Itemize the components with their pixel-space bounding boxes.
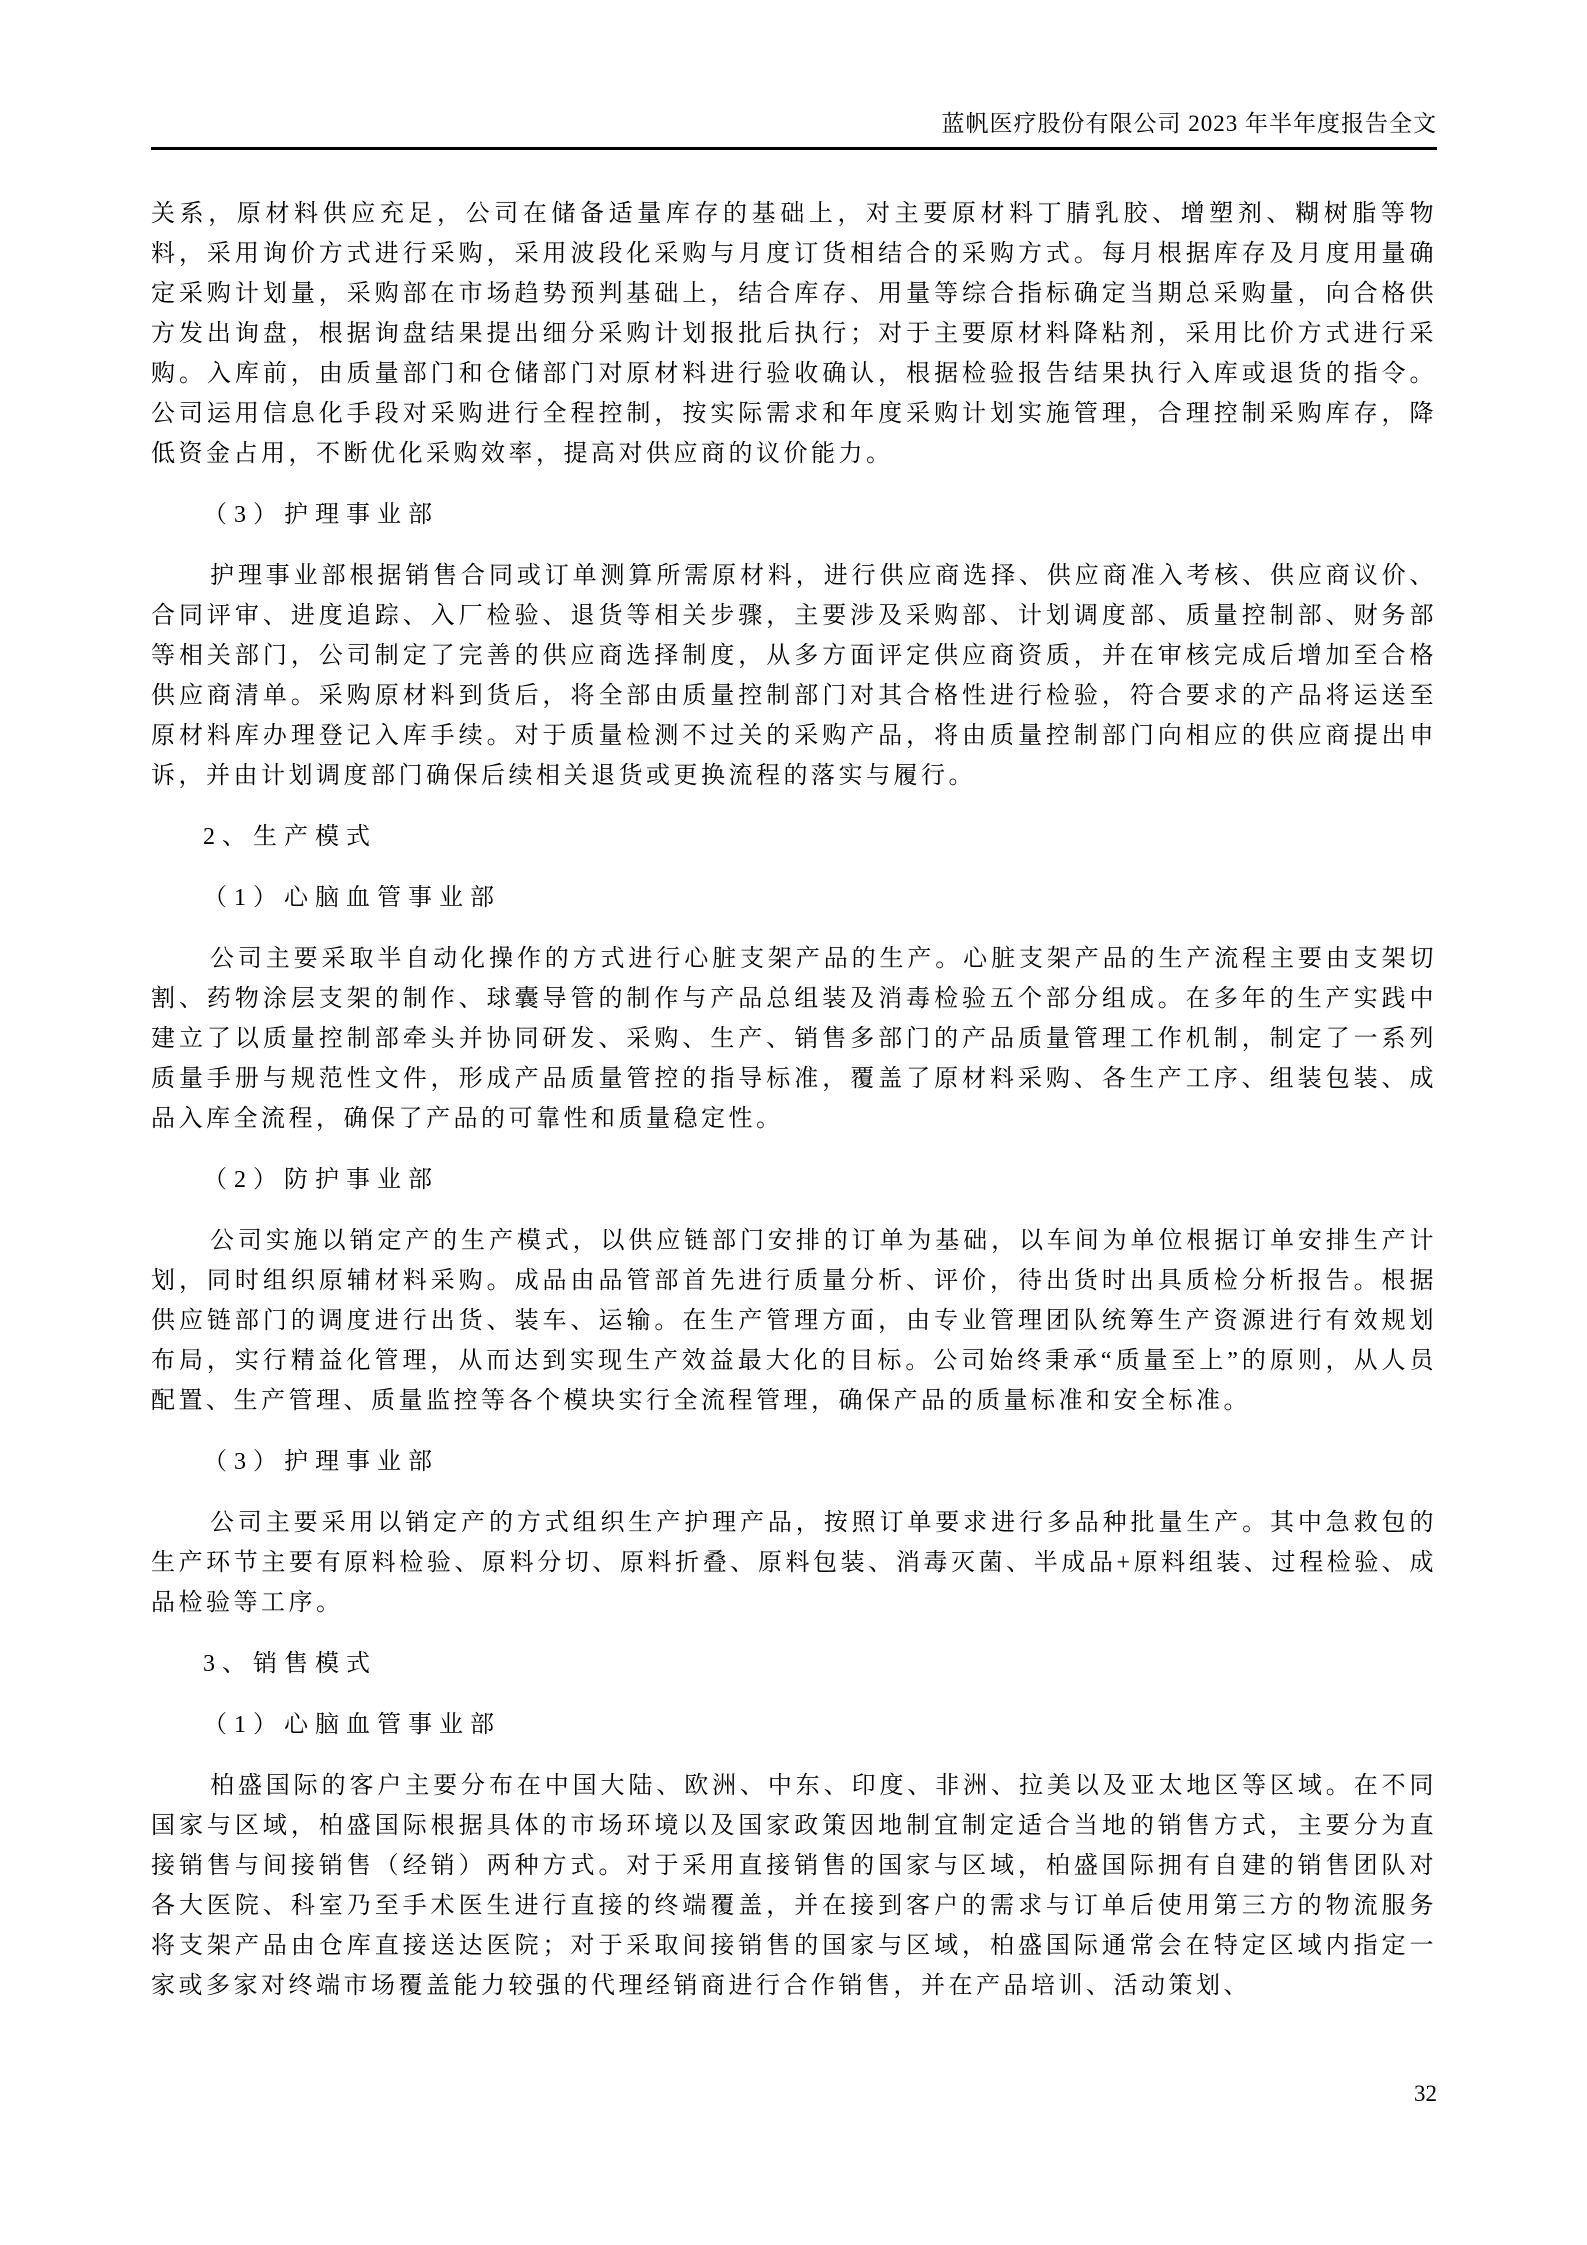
section-heading: 3、销售模式 bbox=[203, 1651, 377, 1677]
document-body bbox=[151, 194, 1437, 2006]
section-heading: （1）心脑血管事业部 bbox=[203, 885, 501, 911]
section-heading: （1）心脑血管事业部 bbox=[203, 1712, 501, 1738]
header-rule bbox=[151, 147, 1437, 150]
body-paragraph: 公司实施以销定产的生产模式，以供应链部门安排的订单为基础，以车间为单位根据订单安排生产计划，同时组织原辅材料采购。成品由品管部首先进行质量分析、评价，待出货时出具质检分析报告。根据供应链部门的调度进行出货、装车、运输。在生产管理方面，由专业管理团队统筹生产资源进行有效规划布局，实行精益化管理，从而达到实现生产效益最大化的目标。公司始终秉承“质量至上”的原则，从人员配置、生产管理、质量监控等各个模块实行全流程管理，确保产品的质量标准和安全标准。 bbox=[151, 1228, 1437, 1414]
page-number: 32 bbox=[1414, 2081, 1437, 2106]
report-header-title: 蓝帆医疗股份有限公司 2023 年半年度报告全文 bbox=[941, 111, 1437, 136]
body-paragraph: 公司主要采取半自动化操作的方式进行心脏支架产品的生产。心脏支架产品的生产流程主要由支架切割、药物涂层支架的制作、球囊导管的制作与产品总组装及消毒检验五个部分组成。在多年的生产实践中建立了以质量控制部牵头并协同研发、采购、生产、销售多部门的产品质量管理工作机制，制定了一系列质量手册与规范性文件，形成产品质量管控的指导标准，覆盖了原材料采购、各生产工序、组装包装、成品入库全流程，确保了产品的可靠性和质量稳定性。 bbox=[151, 946, 1437, 1132]
section-heading: （3）护理事业部 bbox=[203, 502, 439, 528]
body-paragraph: 公司主要采用以销定产的方式组织生产护理产品，按照订单要求进行多品种批量生产。其中急救包的生产环节主要有原料检验、原料分切、原料折叠、原料包装、消毒灭菌、半成品+原料组装、过程检验、成品检验等工序。 bbox=[151, 1510, 1437, 1616]
body-paragraph: 柏盛国际的客户主要分布在中国大陆、欧洲、中东、印度、非洲、拉美以及亚太地区等区域。在不同国家与区域，柏盛国际根据具体的市场环境以及国家政策因地制宜制定适合当地的销售方式，主要分为直接销售与间接销售（经销）两种方式。对于采用直接销售的国家与区域，柏盛国际拥有自建的销售团队对各大医院、科室乃至手术医生进行直接的终端覆盖，并在接到客户的需求与订单后使用第三方的物流服务将支架产品由仓库直接送达医院；对于采取间接销售的国家与区域，柏盛国际通常会在特定区域内指定一家或多家对终端市场覆盖能力较强的代理经销商进行合作销售，并在产品培训、活动策划、 bbox=[151, 1773, 1437, 1999]
body-paragraph: 关系，原材料供应充足，公司在储备适量库存的基础上，对主要原材料丁腈乳胶、增塑剂、糊树脂等物料，采用询价方式进行采购，采用波段化采购与月度订货相结合的采购方式。每月根据库存及月度用量确定采购计划量，采购部在市场趋势预判基础上，结合库存、用量等综合指标确定当期总采购量，向合格供方发出询盘，根据询盘结果提出细分采购计划报批后执行；对于主要原材料降粘剂，采用比价方式进行采购。入库前，由质量部门和仓储部门对原材料进行验收确认，根据检验报告结果执行入库或退货的指令。公司运用信息化手段对采购进行全程控制，按实际需求和年度采购计划实施管理，合理控制采购库存，降低资金占用，不断优化采购效率，提高对供应商的议价能力。 bbox=[151, 201, 1437, 467]
section-heading: （2）防护事业部 bbox=[203, 1167, 439, 1193]
section-heading: （3）护理事业部 bbox=[203, 1449, 439, 1475]
section-heading: 2、生产模式 bbox=[203, 824, 377, 850]
body-paragraph: 护理事业部根据销售合同或订单测算所需原材料，进行供应商选择、供应商准入考核、供应商议价、合同评审、进度追踪、入厂检验、退货等相关步骤，主要涉及采购部、计划调度部、质量控制部、财务部等相关部门，公司制定了完善的供应商选择制度，从多方面评定供应商资质，并在审核完成后增加至合格供应商清单。采购原材料到货后，将全部由质量控制部门对其合格性进行检验，符合要求的产品将运送至原材料库办理登记入库手续。对于质量检测不过关的采购产品，将由质量控制部门向相应的供应商提出申诉，并由计划调度部门确保后续相关退货或更换流程的落实与履行。 bbox=[151, 563, 1437, 789]
